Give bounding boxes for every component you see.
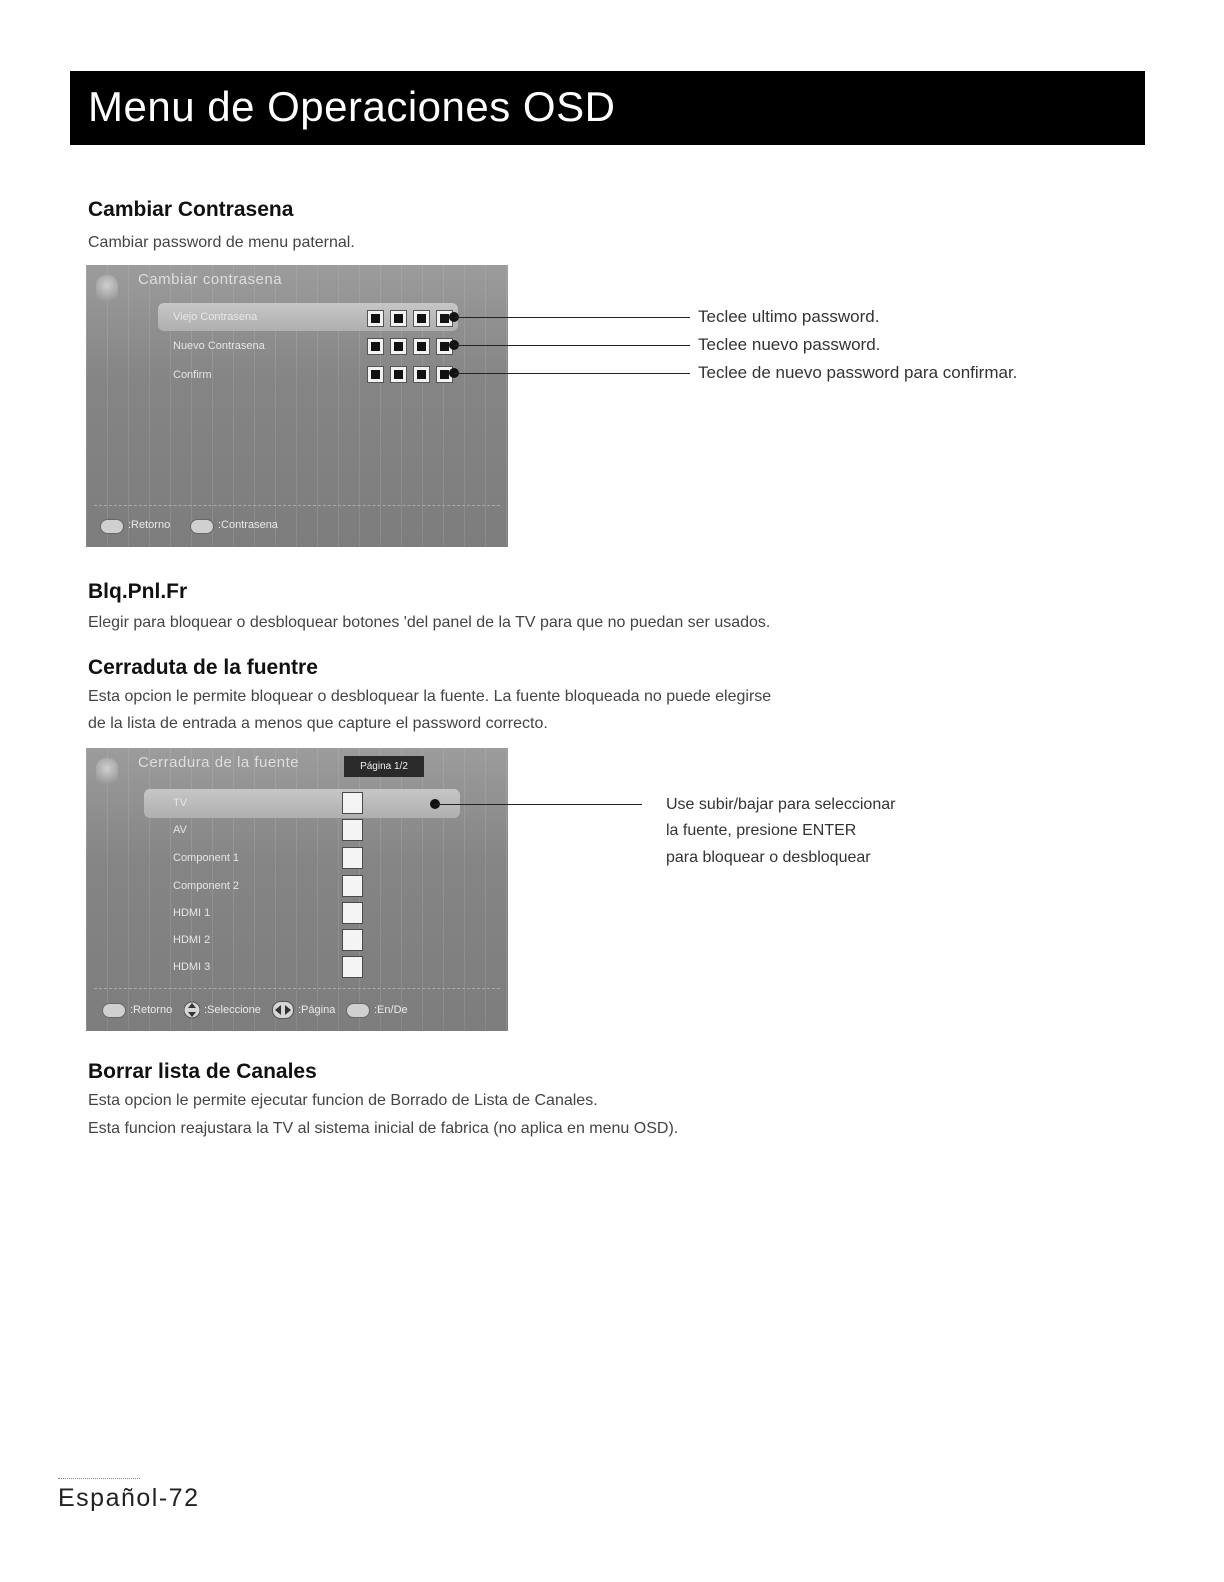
section-heading-borrar: Borrar lista de Canales bbox=[88, 1060, 317, 1083]
osd-footer bbox=[86, 515, 508, 539]
section-heading-cerradura: Cerraduta de la fuentre bbox=[88, 656, 318, 679]
lock-checkbox[interactable] bbox=[342, 902, 363, 924]
section-heading-cambiar: Cambiar Contrasena bbox=[88, 198, 294, 221]
source-row-label[interactable]: Component 1 bbox=[173, 852, 240, 864]
password-digit-box[interactable] bbox=[367, 310, 384, 327]
footer-rule bbox=[58, 1478, 140, 1479]
callout-note: Teclee nuevo password. bbox=[698, 335, 881, 354]
footer-pagina: :Página bbox=[298, 1004, 336, 1016]
footer-seleccione: :Seleccione bbox=[204, 1004, 261, 1016]
footer-retorno: :Retorno bbox=[130, 1004, 173, 1016]
footer-retorno: :Retorno bbox=[128, 519, 171, 531]
source-row-label[interactable]: HDMI 1 bbox=[173, 907, 211, 919]
osd-screen-cambiar-contrasena bbox=[86, 265, 508, 547]
lock-bell-icon bbox=[96, 275, 118, 301]
left-right-arrows-icon bbox=[272, 1001, 294, 1019]
section-heading-blq: Blq.Pnl.Fr bbox=[88, 580, 188, 603]
header-banner bbox=[70, 71, 1145, 145]
source-row-label[interactable]: AV bbox=[173, 824, 187, 836]
osd-row-label[interactable]: Nuevo Contrasena bbox=[173, 340, 265, 352]
osd-divider bbox=[94, 505, 500, 506]
callout-note: Teclee ultimo password. bbox=[698, 307, 880, 326]
section-desc-cerradura-line1: Esta opcion le permite bloquear o desbloquear la fuente. La fuente bloqueada no puede elegirse bbox=[88, 688, 772, 705]
password-digit-box[interactable] bbox=[367, 366, 384, 383]
enter-button-icon bbox=[346, 1003, 370, 1018]
password-digit-box[interactable] bbox=[413, 310, 430, 327]
osd-row-label[interactable]: Confirm bbox=[173, 369, 212, 381]
page-title: Menu de Operaciones OSD bbox=[88, 83, 616, 130]
callout-note: Use subir/bajar para seleccionar bbox=[666, 796, 896, 813]
footer-en-de: :En/De bbox=[374, 1004, 408, 1016]
section-desc-cambiar: Cambiar password de menu paternal. bbox=[88, 234, 355, 251]
osd-divider bbox=[94, 988, 500, 989]
password-digit-box[interactable] bbox=[390, 338, 407, 355]
enter-button-icon bbox=[190, 519, 214, 534]
callout-line bbox=[454, 373, 690, 374]
callout-line bbox=[435, 804, 642, 805]
source-row-label[interactable]: Component 2 bbox=[173, 880, 240, 892]
section-desc-borrar-line2: Esta funcion reajustara la TV al sistema inicial de fabrica (no aplica en menu OSD). bbox=[88, 1120, 679, 1137]
lock-checkbox[interactable] bbox=[342, 956, 363, 978]
callout-line bbox=[454, 317, 690, 318]
section-desc-blq: Elegir para bloquear o desbloquear botones 'del panel de la TV para que no puedan ser usados. bbox=[88, 614, 771, 631]
lock-checkbox[interactable] bbox=[342, 875, 363, 897]
section-desc-borrar-line1: Esta opcion le permite ejecutar funcion de Borrado de Lista de Canales. bbox=[88, 1092, 598, 1109]
callout-note: la fuente, presione ENTER bbox=[666, 822, 857, 839]
section-desc-cerradura-line2: de la lista de entrada a menos que capture el password correcto. bbox=[88, 715, 548, 732]
lock-checkbox[interactable] bbox=[342, 847, 363, 869]
password-digit-box[interactable] bbox=[390, 366, 407, 383]
osd-title: Cambiar contrasena bbox=[138, 271, 283, 288]
callout-note: para bloquear o desbloquear bbox=[666, 849, 871, 866]
up-down-arrows-icon bbox=[184, 1001, 200, 1019]
osd-screen-cerradura-fuente bbox=[86, 748, 508, 1031]
lock-bell-icon bbox=[96, 758, 118, 784]
osd-title: Cerradura de la fuente bbox=[138, 754, 300, 771]
lock-checkbox[interactable] bbox=[342, 819, 363, 841]
osd-footer bbox=[86, 1000, 508, 1024]
menu-button-icon bbox=[102, 1003, 126, 1018]
page-indicator-badge: Página 1/2 bbox=[344, 756, 424, 777]
callout-note: Teclee de nuevo password para confirmar. bbox=[698, 363, 1018, 382]
osd-selected-row-highlight bbox=[144, 789, 460, 818]
password-digit-box[interactable] bbox=[413, 338, 430, 355]
source-row-label[interactable]: TV bbox=[173, 797, 188, 809]
lock-checkbox[interactable] bbox=[342, 929, 363, 951]
password-digit-box[interactable] bbox=[390, 310, 407, 327]
menu-button-icon bbox=[100, 519, 124, 534]
callout-line bbox=[454, 345, 690, 346]
password-digit-box[interactable] bbox=[367, 338, 384, 355]
page-number: Español-72 bbox=[58, 1484, 200, 1512]
source-row-label[interactable]: HDMI 3 bbox=[173, 961, 211, 973]
lock-checkbox[interactable] bbox=[342, 792, 363, 814]
password-digit-box[interactable] bbox=[413, 366, 430, 383]
osd-row-label[interactable]: Viejo Contrasena bbox=[173, 311, 258, 323]
footer-contrasena: :Contrasena bbox=[218, 519, 278, 531]
source-row-label[interactable]: HDMI 2 bbox=[173, 934, 211, 946]
